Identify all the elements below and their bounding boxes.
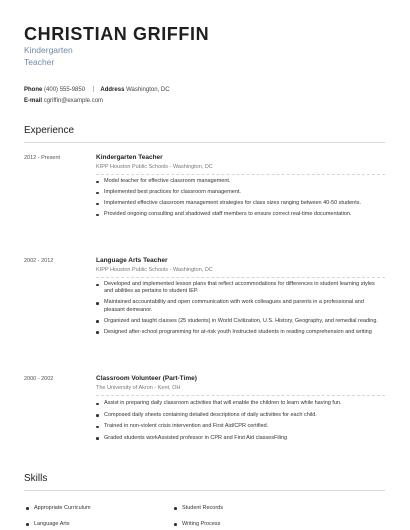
entry-date: 2012 - Present xyxy=(24,155,61,161)
bullet-item: Organized and taught classes (25 students) in World Civilization, U.S. History, Geography, and remedial reading. xyxy=(96,318,382,325)
skill-item: Student Records xyxy=(174,505,223,511)
bullet-item: Maintained accountability and open communication with work colleagues and parents in a professional and pleasant demeanor. xyxy=(96,299,382,314)
skill-item: Language Arts xyxy=(26,521,69,527)
phone-value: (400) 555-9850 xyxy=(44,87,86,93)
bullet-item: Provided ongoing consulting and shadowed staff members to ensure correct real-time documentation. xyxy=(96,211,382,218)
contact-row-2 xyxy=(24,98,103,104)
entry-organization: KIPP Houston Public Schools - Washington, DC xyxy=(96,164,213,170)
entry-title: Language Arts Teacher xyxy=(96,257,168,264)
candidate-name: CHRISTIAN GRIFFIN xyxy=(24,24,210,44)
entry-bullets xyxy=(96,400,382,442)
bullet-item: Assist in preparing daily classroom activities that will enable the children to learn while having fun. xyxy=(96,400,382,407)
job-title-line-2: Teacher xyxy=(24,57,55,67)
experience-heading: Experience xyxy=(24,125,75,136)
phone-label: Phone xyxy=(24,87,43,93)
entry-organization: The University of Akron - Kent, OH xyxy=(96,385,181,391)
bullet-item: Graded students workAssisted professor in CPR and First Aid classesFiling xyxy=(96,435,382,442)
contact-row-1 xyxy=(24,86,170,93)
email-value: cgriffin@example.com xyxy=(43,98,104,104)
bullet-item: Designed after-school programming for at-risk youth Instructed students in reading comprehension and writing xyxy=(96,329,382,336)
skills-rule xyxy=(24,490,385,491)
entry-organization: KIPP Houston Public Schools - Washington, DC xyxy=(96,267,213,273)
experience-rule xyxy=(24,142,385,143)
address-value: Washington, DC xyxy=(126,87,170,93)
entry-date: 2000 - 2002 xyxy=(24,376,54,382)
entry-title: Classroom Volunteer (Part-Time) xyxy=(96,375,197,382)
bullet-item: Model teacher for effective classroom management. xyxy=(96,178,382,185)
entry-bullets xyxy=(96,178,382,218)
bullet-item: Implemented effective classroom management strategies for class sizes ranging between 40-50 students. xyxy=(96,200,382,207)
bullet-item: Composed daily sheets containing detailed descriptions of daily activities for each child. xyxy=(96,412,382,419)
address-label: Address xyxy=(100,87,125,93)
entry-divider xyxy=(96,174,385,176)
bullet-item: Implemented best practices for classroom management. xyxy=(96,189,382,196)
entry-title: Kindergarten Teacher xyxy=(96,154,163,161)
entry-divider xyxy=(96,395,385,397)
job-title-line-1: Kindergarten xyxy=(24,45,73,55)
entry-divider xyxy=(96,277,385,279)
skill-item: Appropriate Curriculum xyxy=(26,505,91,511)
skill-item: Writing Process xyxy=(174,521,220,527)
contact-separator xyxy=(93,86,94,92)
entry-date: 2002 - 2012 xyxy=(24,258,54,264)
skills-heading: Skills xyxy=(24,473,48,484)
email-label: E-mail xyxy=(24,98,43,104)
bullet-item: Developed and implemented lesson plans that reflect accommodations for differences in student learning styles and abilities as pertains to student IEP. xyxy=(96,281,382,296)
entry-bullets xyxy=(96,281,382,336)
bullet-item: Trained in non-violent crisis intervention and First Aid/CPR certified. xyxy=(96,423,382,430)
